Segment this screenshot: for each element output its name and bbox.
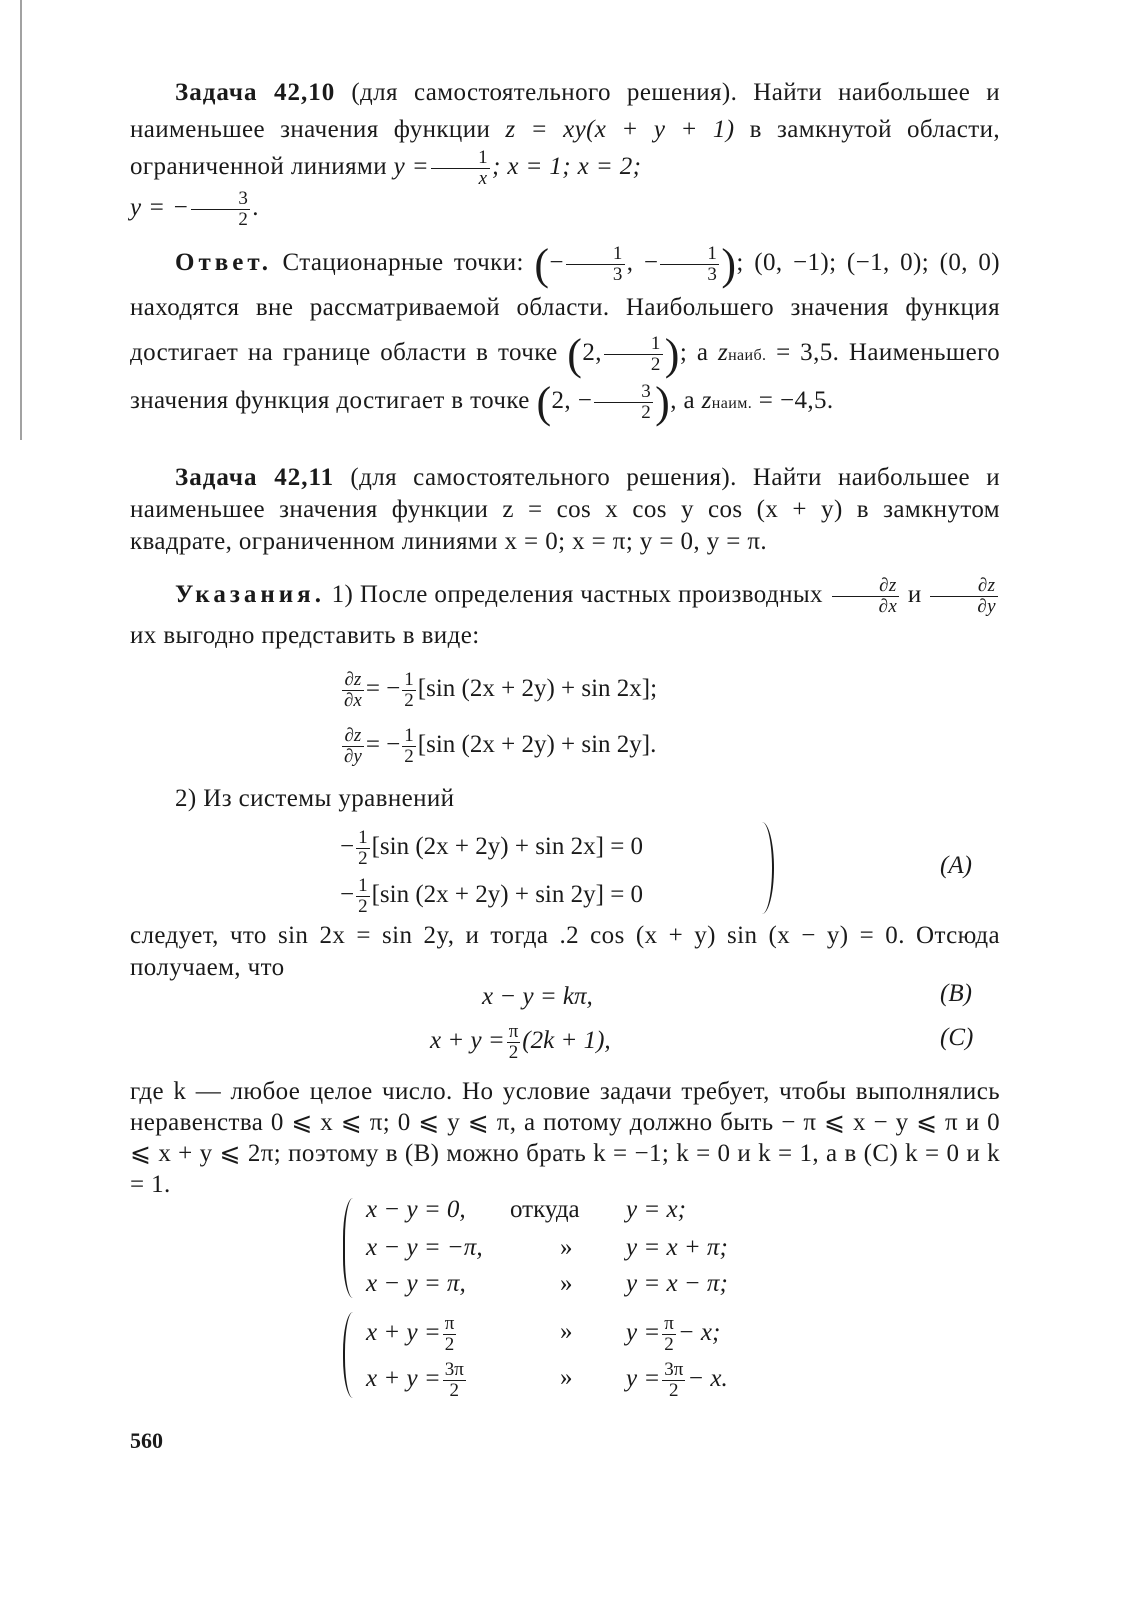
equals-minus: = −	[365, 675, 401, 703]
denominator: 2	[449, 1380, 459, 1401]
system-row: y = x;	[626, 1196, 686, 1223]
denominator: ∂x	[344, 690, 362, 711]
system-row: x − y = 0,	[366, 1196, 466, 1223]
paren-open: (	[534, 239, 550, 289]
point-min: 2, −	[551, 387, 593, 414]
hints-text: их выгодно представить в виде:	[130, 622, 480, 649]
denominator: 2	[238, 209, 249, 230]
paren-open: (	[536, 377, 552, 427]
problem-text: (для самостоятельного решения). Найти наибольшее и наименьшее значения функции	[130, 79, 1000, 143]
ditto-mark: »	[560, 1234, 573, 1261]
system-A-row1	[340, 828, 643, 869]
bracket-expr: [sin (2x + 2y) + sin 2x];	[417, 675, 658, 703]
hints-text: где k — любое целое число. Но условие задачи требует, чтобы выполнялись неравенства 0 ⩽ x ⩽ π; 0 ⩽ y ⩽ π, а потому должно быть − π ⩽ x − y ⩽ π и 0 ⩽ x + y ⩽ 2π; поэтому в (B) можно брать k = −1; k = 0 и k = 1, а в (C) k = 0 и k = 1.	[130, 1078, 1000, 1198]
fraction	[566, 244, 625, 285]
numerator: 1	[604, 334, 663, 355]
numerator: 1	[566, 244, 625, 265]
function-expr: z = xy(x + y + 1)	[505, 116, 735, 143]
z-subscript: наим.	[711, 395, 753, 412]
fraction	[832, 576, 900, 617]
denominator: 2	[404, 746, 414, 767]
follows-text	[130, 920, 1000, 984]
answer-points: ; (0, −1); (−1, 0);	[736, 249, 930, 276]
page-number: 560	[130, 1428, 163, 1453]
system-row	[366, 1360, 468, 1401]
hints-block	[130, 576, 1000, 655]
fraction	[507, 1022, 521, 1063]
numerator: ∂z	[342, 726, 364, 747]
denominator: 2	[358, 896, 368, 917]
tag-B: (B)	[940, 980, 972, 1007]
equation-rhs: − x;	[677, 1319, 721, 1347]
fraction	[930, 576, 998, 617]
numerator: 1	[431, 148, 490, 169]
fraction	[662, 1314, 676, 1355]
system-row: x − y = π,	[366, 1270, 466, 1297]
denominator: ∂y	[344, 746, 362, 767]
point-max: 2,	[582, 339, 602, 366]
fraction	[660, 244, 719, 285]
paren-open: (	[567, 329, 583, 379]
equation-rhs: − x.	[687, 1365, 728, 1393]
equation: y =	[393, 153, 430, 181]
hints-label: Указания.	[175, 581, 325, 609]
hints-text: следует, что sin 2x = sin 2y, и тогда .2 cos (x + y) sin (x − y) = 0. Отсюда получаем, что	[130, 922, 1000, 981]
system-row	[626, 1314, 720, 1355]
denominator: 2	[641, 401, 652, 423]
numerator: ∂z	[832, 576, 900, 597]
fraction	[662, 1360, 685, 1401]
hints-text: 2) Из системы уравнений	[175, 785, 455, 812]
bracket-expr: [sin (2x + 2y) + sin 2x] = 0	[371, 833, 644, 861]
answer-text: , а	[670, 387, 695, 414]
minus-sign: −	[340, 881, 355, 909]
denominator: 2	[508, 1042, 519, 1063]
answer-block	[130, 240, 1000, 426]
denominator: 2	[664, 1334, 674, 1355]
denominator: x	[478, 168, 488, 189]
problem-42-11	[130, 462, 1000, 558]
ditto-mark: »	[560, 1364, 573, 1391]
ditto-mark: »	[560, 1318, 573, 1345]
z-symbol: z	[717, 339, 729, 366]
bracket-expr: [sin (2x + 2y) + sin 2y].	[417, 731, 657, 759]
comma-minus: , −	[626, 249, 659, 276]
equation-B: x − y = kπ,	[482, 983, 593, 1010]
numerator: 1	[358, 827, 368, 848]
period: .	[252, 194, 259, 222]
fraction	[443, 1360, 466, 1401]
fraction	[342, 670, 364, 711]
answer-text: = −4,5.	[758, 387, 834, 414]
problem-text: в замкнутой области, ограниченной линиями	[130, 116, 1001, 181]
denominator: 2	[650, 353, 661, 375]
numerator: 1	[404, 669, 414, 690]
fraction	[431, 148, 490, 189]
numerator: 3π	[664, 1359, 684, 1380]
equation: y = −	[130, 194, 190, 222]
system-row	[626, 1360, 728, 1401]
numerator: π	[664, 1313, 674, 1334]
denominator: 2	[404, 690, 414, 711]
numerator: 3	[191, 189, 250, 210]
numerator: 1	[660, 244, 719, 265]
equation-lhs: x + y =	[430, 1027, 505, 1055]
numerator: ∂z	[342, 670, 364, 691]
fraction	[594, 382, 653, 423]
answer-text: = 3,5. Наименьшего значения функция достигает в точке	[130, 339, 1001, 414]
denominator: 2	[669, 1380, 679, 1401]
fraction	[356, 828, 370, 869]
system-row	[366, 1314, 458, 1355]
fraction	[402, 726, 416, 767]
bracket-expr: [sin (2x + 2y) + sin 2y] = 0	[371, 881, 644, 909]
scan-edge-line	[20, 0, 22, 440]
numerator: 1	[404, 725, 414, 746]
denominator: 2	[358, 848, 368, 869]
numerator: 3π	[444, 1359, 464, 1380]
tag-A: (A)	[940, 852, 972, 879]
denominator: 3	[612, 263, 623, 285]
denominator: ∂x	[878, 596, 898, 617]
fraction	[604, 334, 663, 375]
answer-text: ; а	[679, 339, 709, 366]
right-brace	[758, 822, 774, 914]
numerator: π	[508, 1021, 519, 1042]
equation: ; x = 1; x = 2;	[491, 153, 642, 181]
numerator: 3	[594, 382, 653, 403]
equals-minus: = −	[365, 731, 401, 759]
fraction	[356, 876, 370, 917]
tag-C: (C)	[940, 1024, 974, 1051]
left-brace	[343, 1312, 357, 1398]
numerator: ∂z	[930, 576, 998, 597]
system-row: y = x − π;	[626, 1270, 728, 1297]
problem-title: Задача 42,10	[175, 79, 336, 106]
fraction	[342, 726, 364, 767]
system-row: y = x + π;	[626, 1234, 728, 1261]
answer-label: Ответ.	[175, 249, 272, 276]
minus-sign: −	[340, 833, 355, 861]
paren-close: )	[664, 329, 680, 379]
answer-text: (0, 0) находятся вне рассматриваемой области. Наибольшего значения функция достигает на границе области в точке	[130, 249, 1001, 366]
where-text	[130, 1076, 1000, 1200]
equation-lhs: y =	[626, 1365, 661, 1393]
ditto-mark: »	[560, 1270, 573, 1297]
problem-title: Задача 42,11	[175, 464, 335, 491]
fraction	[443, 1314, 457, 1355]
system-row: откуда	[510, 1196, 580, 1223]
paren-close: )	[655, 377, 671, 427]
derivative-eq-x	[340, 670, 657, 711]
z-subscript: наиб.	[728, 347, 767, 364]
minus-sign: −	[549, 249, 564, 276]
equation-lhs: x + y =	[366, 1319, 441, 1347]
paren-close: )	[721, 239, 737, 289]
item-2	[130, 780, 1000, 817]
equation-rhs: (2k + 1),	[522, 1027, 611, 1055]
numerator: π	[444, 1313, 455, 1334]
denominator: ∂y	[977, 596, 996, 617]
hints-text: 1) После определения частных производных	[331, 581, 823, 609]
numerator: 1	[358, 875, 368, 896]
system-row: x − y = −π,	[366, 1234, 483, 1261]
system-A-row2	[340, 876, 643, 917]
problem-42-10	[130, 74, 1000, 230]
problem-text: (для самостоятельного решения). Найти наибольшее и наименьшее значения функции z = cos x cos y cos (x + y) в замкнутом квадрате, ограниченном линиями x = 0; x = π; y = 0, y = π.	[130, 464, 1001, 555]
equation-lhs: y =	[626, 1319, 661, 1347]
equation-lhs: x + y =	[366, 1365, 441, 1393]
answer-text: Стационарные точки:	[282, 249, 524, 276]
fraction	[402, 670, 416, 711]
left-brace	[343, 1198, 357, 1298]
equation-C	[430, 1022, 611, 1063]
denominator: 3	[707, 263, 718, 285]
fraction	[191, 189, 250, 230]
denominator: 2	[444, 1334, 455, 1355]
conjunction: и	[907, 581, 922, 609]
z-symbol: z	[701, 387, 712, 414]
derivative-eq-y	[340, 726, 656, 767]
